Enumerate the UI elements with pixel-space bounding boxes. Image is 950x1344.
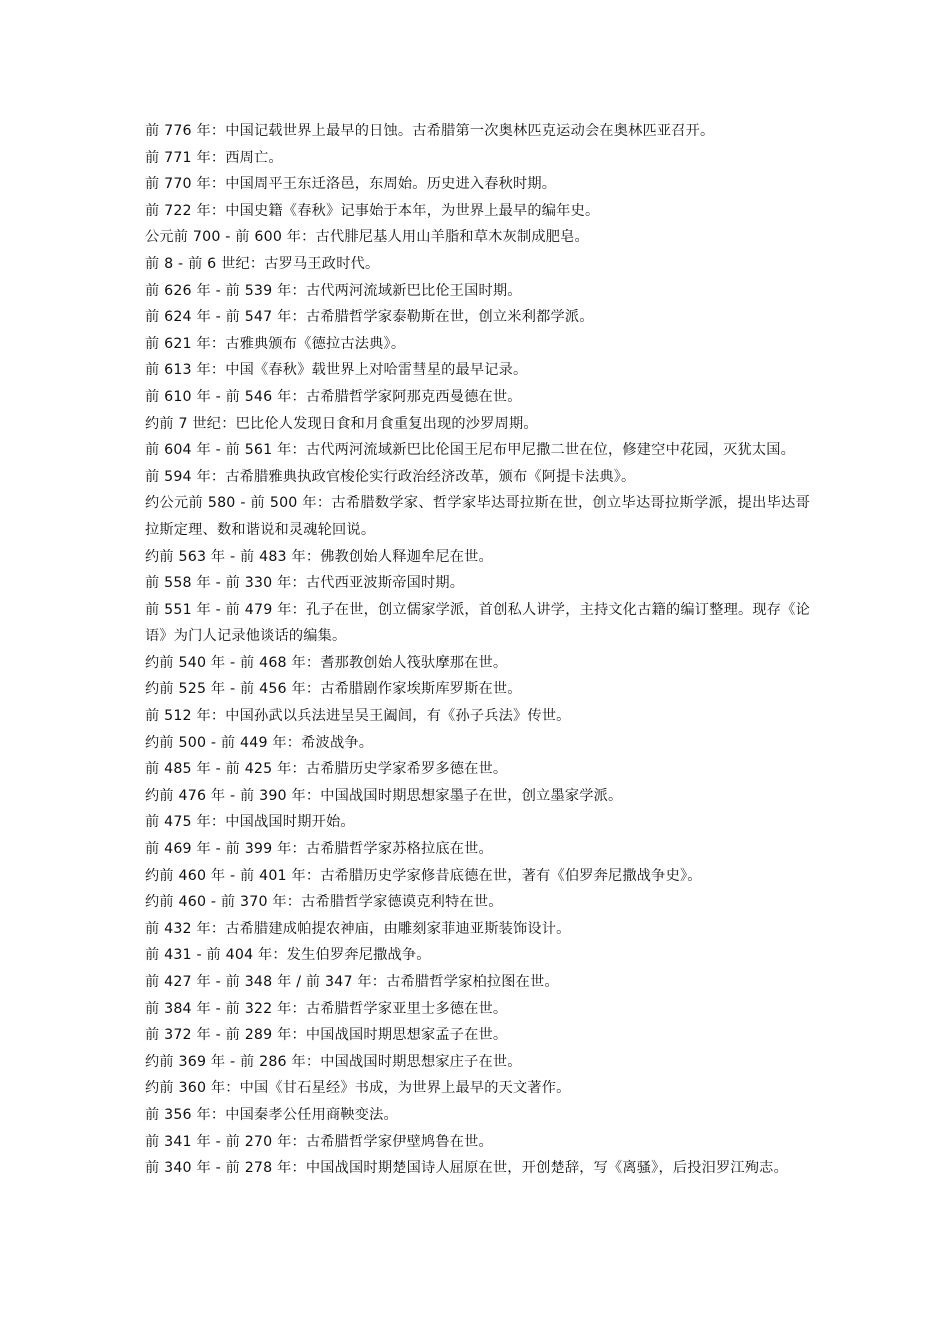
timeline-entry: 前 626 年 - 前 539 年：古代两河流域新巴比伦王国时期。 [145, 282, 522, 299]
timeline-entry: 约前 369 年 - 前 286 年：中国战国时期思想家庄子在世。 [145, 1053, 522, 1070]
timeline-entry: 前 604 年 - 前 561 年：古代两河流域新巴比伦国王尼布甲尼撒二世在位，修建空中花园，灭犹太国。 [145, 442, 796, 459]
timeline-entry: 约前 500 - 前 449 年：希波战争。 [145, 734, 374, 751]
timeline-entry: 约前 7 世纪：巴比伦人发现日食和月食重复出现的沙罗周期。 [145, 415, 538, 432]
timeline-entry: 前 427 年 - 前 348 年 / 前 347 年：古希腊哲学家柏拉图在世。 [145, 974, 559, 990]
timeline-entry: 约前 476 年 - 前 390 年：中国战国时期思想家墨子在世，创立墨家学派。 [145, 787, 623, 804]
timeline-entry: 前 341 年 - 前 270 年：古希腊哲学家伊壁鸠鲁在世。 [145, 1133, 493, 1150]
timeline-entry: 前 372 年 - 前 289 年：中国战国时期思想家孟子在世。 [145, 1027, 508, 1044]
timeline-entry: 前 621 年：古雅典颁布《德拉古法典》。 [145, 335, 406, 352]
timeline-entry: 前 512 年：中国孙武以兵法进呈吴王阖闾，有《孙子兵法》传世。 [145, 708, 571, 725]
timeline-entry: 约前 460 年 - 前 401 年：古希腊历史学家修昔底德在世，著有《伯罗奔尼撒战争史》。 [145, 867, 702, 884]
timeline-entry: 前 613 年：中国《春秋》载世界上对哈雷彗星的最早记录。 [145, 362, 528, 379]
timeline-entry: 前 610 年 - 前 546 年：古希腊哲学家阿那克西曼德在世。 [145, 388, 522, 405]
timeline-entry: 前 722 年：中国史籍《春秋》记事始于本年，为世界上最早的编年史。 [145, 202, 600, 219]
timeline-entry: 前 770 年：中国周平王东迁洛邑，东周始。历史进入春秋时期。 [145, 176, 557, 193]
timeline-entry: 前 432 年：古希腊建成帕提农神庙，由雕刻家菲迪亚斯装饰设计。 [145, 920, 571, 937]
timeline-entry: 约前 540 年 - 前 468 年：耆那教创始人筏驮摩那在世。 [145, 654, 508, 671]
timeline-entry: 前 475 年：中国战国时期开始。 [145, 814, 355, 831]
timeline-entry: 前 776 年：中国记载世界上最早的日蚀。古希腊第一次奥林匹克运动会在奥林匹亚召开。 [145, 123, 715, 139]
timeline-entry: 前 340 年 - 前 278 年：中国战国时期楚国诗人屈原在世，开创楚辞，写《离骚》，后投汨罗江殉志。 [145, 1160, 788, 1177]
timeline-entry: 约公元前 580 - 前 500 年：古希腊数学家、哲学家毕达哥拉斯在世，创立毕达哥拉斯学派，提出毕达哥拉斯定理、数和谐说和灵魂轮回说。 [145, 495, 810, 538]
timeline-entry: 前 384 年 - 前 322 年：古希腊哲学家亚里士多德在世。 [145, 1000, 508, 1017]
timeline-entry: 约前 460 - 前 370 年：古希腊哲学家德谟克利特在世。 [145, 894, 503, 911]
timeline-entry: 前 771 年：西周亡。 [145, 149, 283, 166]
timeline-entry: 前 431 - 前 404 年：发生伯罗奔尼撒战争。 [145, 947, 431, 964]
timeline-entry: 约前 525 年 - 前 456 年：古希腊剧作家埃斯库罗斯在世。 [145, 681, 522, 698]
timeline-entry: 公元前 700 - 前 600 年：古代腓尼基人用山羊脂和草木灰制成肥皂。 [145, 229, 589, 246]
timeline-entry: 前 551 年 - 前 479 年：孔子在世，创立儒家学派，首创私人讲学，主持文化古籍的编订整理。现存《论语》为门人记录他谈话的编集。 [145, 601, 810, 645]
timeline-entry: 前 594 年：古希腊雅典执政官梭伦实行政治经济改革，颁布《阿提卡法典》。 [145, 468, 636, 485]
timeline-document [145, 118, 810, 1182]
timeline-entry: 约前 360 年：中国《甘石星经》书成，为世界上最早的天文著作。 [145, 1080, 571, 1097]
timeline-entry: 约前 563 年 - 前 483 年：佛教创始人释迦牟尼在世。 [145, 548, 493, 565]
timeline-entry: 前 485 年 - 前 425 年：古希腊历史学家希罗多德在世。 [145, 761, 508, 778]
timeline-entry: 前 469 年 - 前 399 年：古希腊哲学家苏格拉底在世。 [145, 841, 493, 858]
timeline-entry: 前 558 年 - 前 330 年：古代西亚波斯帝国时期。 [145, 575, 465, 592]
timeline-entry: 前 624 年 - 前 547 年：古希腊哲学家泰勒斯在世，创立米利都学派。 [145, 309, 594, 326]
timeline-entry: 前 8 - 前 6 世纪：古罗马王政时代。 [145, 255, 380, 272]
timeline-entry: 前 356 年：中国秦孝公任用商鞅变法。 [145, 1106, 398, 1123]
